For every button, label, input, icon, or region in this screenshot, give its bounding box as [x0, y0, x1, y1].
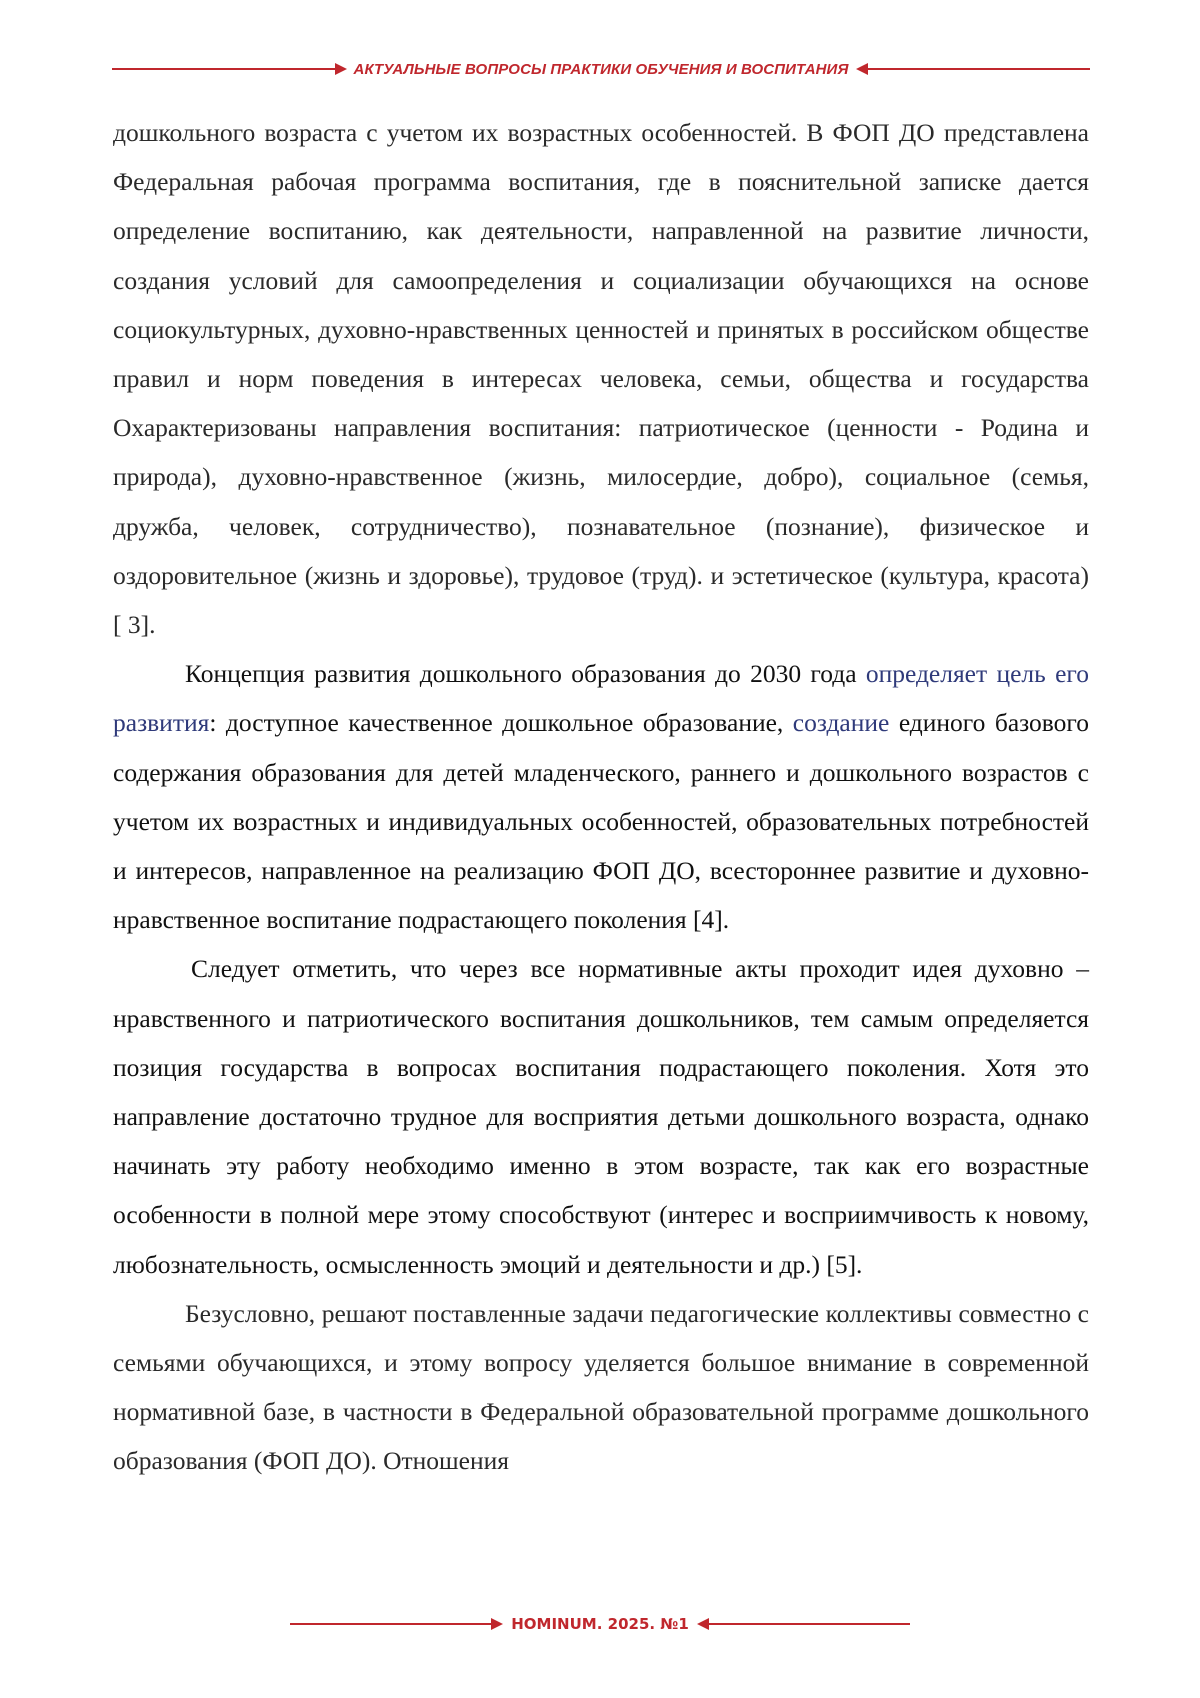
running-header: [112, 56, 1090, 82]
paragraph-2-text-c: единого базового содержания образования для детей младенческого, раннего и дошкольного возрастов с учетом их возрастных и индивидуальных особенностей, образовательных потребностей и интересов, направленное на реализацию ФОП ДО, всестороннее развитие и духовно-нравственное воспитание подрастающего поколения [4].: [113, 708, 1089, 935]
journal-section-title: АКТУАЛЬНЫЕ ВОПРОСЫ ПРАКТИКИ ОБУЧЕНИЯ И ВОСПИТАНИЯ: [353, 60, 849, 78]
footer-arrow-right-icon: [491, 1618, 503, 1630]
header-rule-left: [112, 68, 335, 70]
footer-rule-left: [290, 1623, 491, 1625]
running-footer: [290, 1612, 910, 1636]
header-arrow-right-icon: [335, 63, 347, 75]
article-body: [113, 108, 1089, 1486]
paragraph-1: дошкольного возраста с учетом их возрастных особенностей. В ФОП ДО представлена Федеральная рабочая программа воспитания, где в пояснительной записке дается определение воспитанию, как деятельности, направленной на развитие личности, создания условий для самоопределения и социализации обучающихся на основе социокультурных, духовно-нравственных ценностей и принятых в российском обществе правил и норм поведения в интересах человека, семьи, общества и государства Охарактеризованы направления воспитания: патриотическое (ценности - Родина и природа), духовно-нравственное (жизнь, милосердие, добро), социальное (семья, дружба, человек, сотрудничество), познавательное (познание), физическое и оздоровительное (жизнь и здоровье), трудовое (труд). и эстетическое (культура, красота) [ 3].: [113, 118, 1089, 640]
paragraph-2-text-a: Концепция развития дошкольного образования до 2030 года: [185, 659, 866, 689]
footer-rule-right: [709, 1623, 910, 1625]
header-arrow-left-icon: [856, 63, 868, 75]
paragraph-2-link-creation: создание: [792, 708, 890, 738]
header-rule-right: [868, 68, 1091, 70]
paragraph-3: Следует отметить, что через все нормативные акты проходит идея духовно –нравственного и патриотического воспитания дошкольников, тем самым определяется позиция государства в вопросах воспитания подрастающего поколения. Хотя это направление достаточно трудное для восприятия детьми дошкольного возраста, однако начинать эту работу необходимо именно в этом возрасте, так как его возрастные особенности в полной мере этому способствуют (интерес и восприимчивость к новому, любознательность, осмысленность эмоций и деятельности и др.) [5].: [113, 954, 1089, 1279]
paragraph-2-link-goal: определяет цель его развития: [113, 659, 1089, 738]
footer-arrow-left-icon: [697, 1618, 709, 1630]
journal-issue-label: HOMINUM. 2025. №1: [511, 1615, 689, 1633]
paragraph-2-text-b: : доступное качественное дошкольное образование,: [209, 708, 793, 738]
paragraph-2: [113, 649, 1089, 944]
paragraph-4: Безусловно, решают поставленные задачи педагогические коллективы совместно с семьями обучающихся, и этому вопросу уделяется большое внимание в современной нормативной базе, в частности в Федеральной образовательной программе дошкольного образования (ФОП ДО). Отношения: [113, 1298, 1089, 1476]
